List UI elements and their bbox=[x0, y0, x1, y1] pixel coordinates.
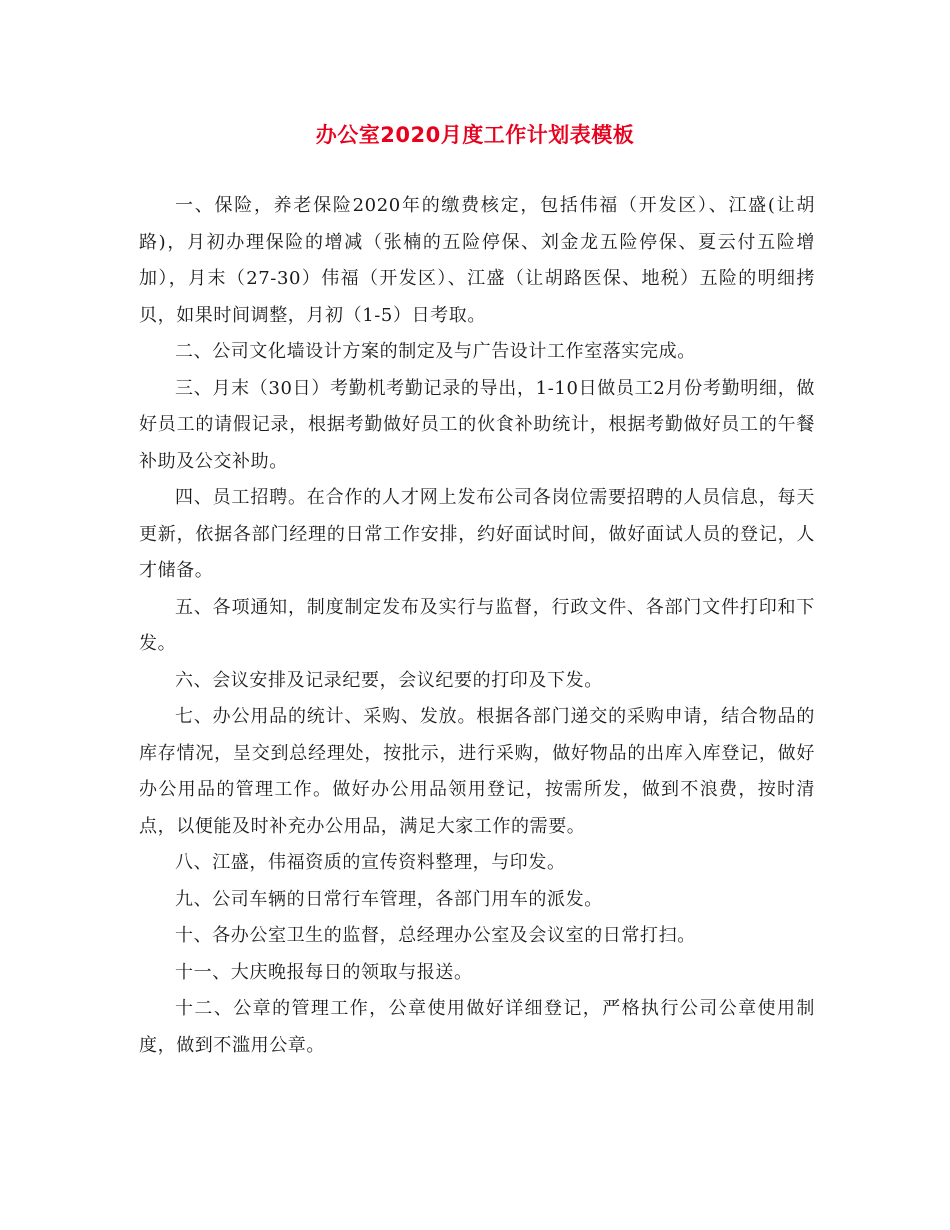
paragraph-11: 十一、大庆晚报每日的领取与报送。 bbox=[175, 961, 473, 983]
paragraph-2: 二、公司文化墙设计方案的制定及与广告设计工作室落实完成。 bbox=[175, 341, 696, 362]
paragraph-9: 九、公司车辆的日常行车管理，各部门用车的派发。 bbox=[175, 888, 603, 910]
paragraph-1: 一、保险，养老保险2020年的缴费核定，包括伟福（开发区）、江盛(让胡路)，月初办理保险的增减（张楠的五险停保、刘金龙五险停保、夏云付五险增加），月末（27-30）伟福（开发区）、江盛（让胡路医保、地税）五险的明细拷贝，如果时间调整，月初（1-5）日考取。 bbox=[139, 195, 815, 326]
paragraph-4: 四、员工招聘。在合作的人才网上发布公司各岗位需要招聘的人员信息，每天更新，依据各部门经理的日常工作安排，约好面试时间，做好面试人员的登记，人才储备。 bbox=[139, 487, 815, 581]
paragraph-5: 五、各项通知，制度制定发布及实行与监督，行政文件、各部门文件打印和下发。 bbox=[139, 596, 815, 654]
document-body bbox=[139, 188, 815, 1064]
document-title: 办公室2020月度工作计划表模板 bbox=[315, 123, 635, 147]
paragraph-12: 十二、公章的管理工作，公章使用做好详细登记，严格执行公司公章使用制度，做到不滥用公章。 bbox=[139, 998, 815, 1056]
paragraph-7: 七、办公用品的统计、采购、发放。根据各部门递交的采购申请，结合物品的库存情况，呈交到总经理处，按批示，进行采购，做好物品的出库入库登记，做好办公用品的管理工作。做好办公用品领用登记，按需所发，做到不浪费，按时清点，以便能及时补充办公用品，满足大家工作的需要。 bbox=[139, 706, 815, 837]
paragraph-6: 六、会议安排及记录纪要，会议纪要的打印及下发。 bbox=[175, 669, 603, 691]
paragraph-3: 三、月末（30日）考勤机考勤记录的导出，1-10日做员工2月份考勤明细，做好员工的请假记录，根据考勤做好员工的伙食补助统计，根据考勤做好员工的午餐补助及公交补助。 bbox=[139, 377, 815, 472]
paragraph-10: 十、各办公室卫生的监督，总经理办公室及会议室的日常打扫。 bbox=[175, 925, 696, 946]
paragraph-8: 八、江盛，伟福资质的宣传资料整理，与印发。 bbox=[175, 852, 566, 873]
